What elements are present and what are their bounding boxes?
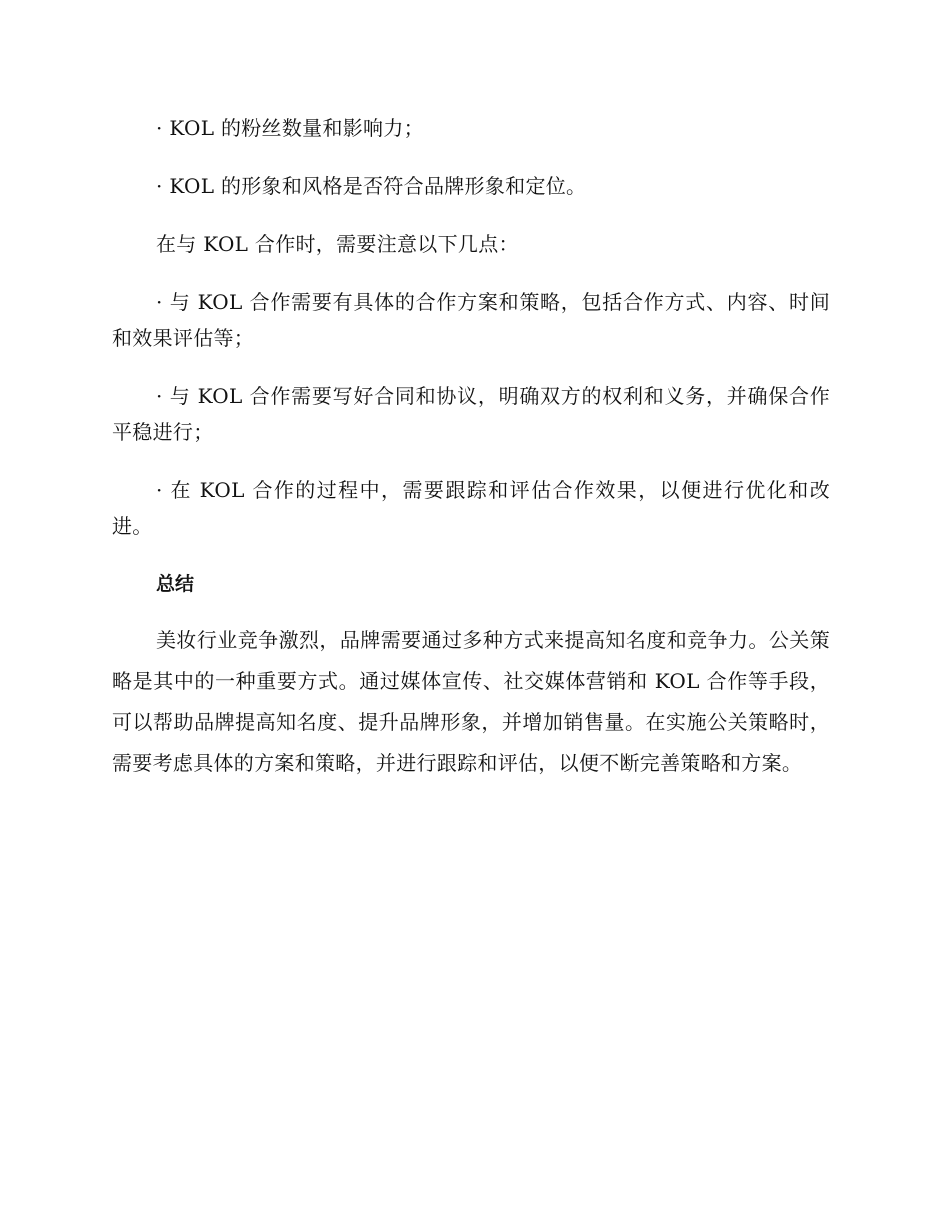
document-page bbox=[112, 110, 830, 784]
summary-heading: 总结 bbox=[156, 573, 195, 595]
kol-cooperation-bullet-tracking: · 在 KOL 合作的过程中，需要跟踪和评估合作效果，以便进行优化和改进。 bbox=[112, 478, 830, 538]
kol-criteria-bullet-followers: · KOL 的粉丝数量和影响力； bbox=[156, 116, 424, 140]
kol-cooperation-bullet-contract: · 与 KOL 合作需要写好合同和协议，明确双方的权利和义务，并确保合作平稳进行； bbox=[112, 384, 830, 444]
summary-paragraph: 美妆行业竞争激烈，品牌需要通过多种方式来提高知名度和竞争力。公关策略是其中的一种重要方式。通过媒体宣传、社交媒体营销和 KOL 合作等手段，可以帮助品牌提高知名度、提升品牌形象，并增加销售量。在实施公关策略时，需要考虑具体的方案和策略，并进行跟踪和评估，以便不断完善策略和方案。 bbox=[112, 628, 830, 775]
kol-criteria-bullet-image: · KOL 的形象和风格是否符合品牌形象和定位。 bbox=[156, 174, 587, 198]
kol-cooperation-bullet-plan: · 与 KOL 合作需要有具体的合作方案和策略，包括合作方式、内容、时间和效果评估等； bbox=[112, 290, 830, 350]
kol-cooperation-intro: 在与 KOL 合作时，需要注意以下几点： bbox=[156, 232, 519, 256]
